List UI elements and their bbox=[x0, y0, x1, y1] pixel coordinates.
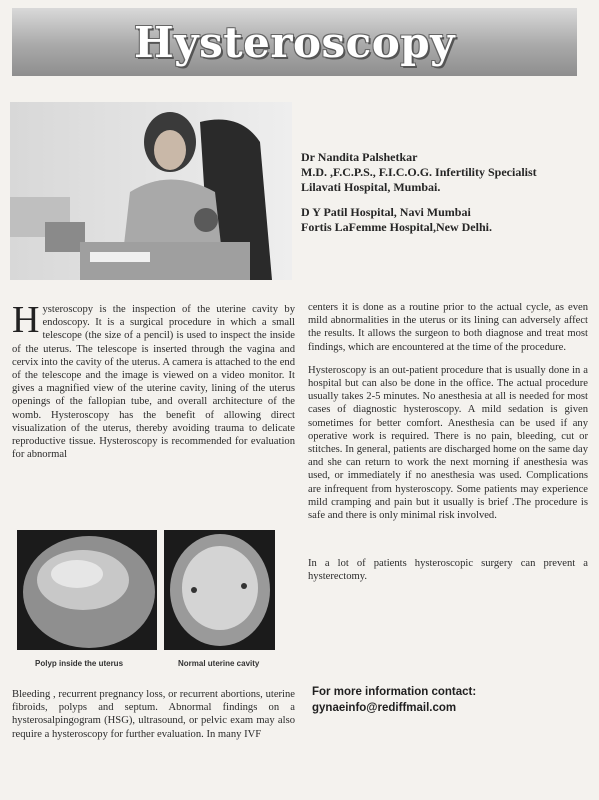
author-block bbox=[301, 150, 591, 235]
caption-polyp: Polyp inside the uterus bbox=[35, 659, 124, 668]
polyp-image bbox=[17, 530, 157, 650]
author-credentials: M.D. ,F.C.P.S., F.I.C.O.G. Infertility Specialist bbox=[301, 165, 537, 179]
contact-block bbox=[312, 684, 592, 716]
normal-cavity-image bbox=[164, 530, 275, 650]
article-column-left bbox=[12, 299, 295, 461]
caption-normal-cavity: Normal uterine cavity bbox=[178, 659, 260, 668]
right-paragraph-2: Hysteroscopy is an out-patient procedure that is usually done in a hospital but can also be done in the office. The actual procedure usually takes 2-5 minutes. No anesthesia at all is needed for most cases of diagnostic hysteroscopy. A mild sedation is given sometimes for better comfort. Anesthesia can be used if any operative work is required. There is no pain, bleeding, cut or stitches. In general, patients are discharged home on the same day and she can return to work the next morning if anesthesia was used, or immediately if no anesthesia was used. Complications are infrequent from hysteroscopy. Some patients may experience mild cramping and pain but it usually is brief .The procedure is safe and there is only minimal risk involved. bbox=[308, 364, 588, 522]
drop-cap: H bbox=[12, 299, 40, 341]
indications-text: Bleeding , recurrent pregnancy loss, or recurrent abortions, uterine fibroids, polyps and septum. Abnormal findings on a hysterosalpingogram (HSG), ultrasound, or pelvic exam may also require a hysteroscopy for further evaluation. In many IVF bbox=[12, 689, 295, 740]
intro-text: ysteroscopy is the inspection of the uterine cavity by endoscopy. It is a surgical procedure in which a small telescope (the size of a pencil) is used to inspect the inside of the uterus. The telescope is inserted through the vagina and cervix into the cavity of the uterus. A camera is attached to the end of the telescope and the image is viewed on a video monitor. It gives a magnified view of the uterine cavity, lining of the uterus openings of the fallopian tube, and overall architecture of the womb. Hysteroscopy has the benefit of allowing direct visualization of the uterus, thereby avoiding trauma to delicate reproductive tissue. Hysteroscopy is recommended for evaluation for abnormal bbox=[12, 304, 295, 461]
article-column-left-continued bbox=[12, 688, 295, 741]
author-hospital-3: Fortis LaFemme Hospital,New Delhi. bbox=[301, 220, 492, 234]
title-banner bbox=[12, 8, 577, 76]
author-hospital-1: Lilavati Hospital, Mumbai. bbox=[301, 180, 441, 194]
intro-paragraph bbox=[12, 299, 295, 461]
contact-email[interactable]: gynaeinfo@rediffmail.com bbox=[312, 702, 457, 714]
article-column-right bbox=[308, 301, 588, 584]
contact-heading: For more information contact: bbox=[312, 686, 477, 698]
author-hospital-2: D Y Patil Hospital, Navi Mumbai bbox=[301, 205, 471, 219]
right-paragraph-3: In a lot of patients hysteroscopic surgery can prevent a hysterectomy. bbox=[308, 558, 588, 583]
author-name: Dr Nandita Palshetkar bbox=[301, 150, 418, 164]
right-paragraph-1: centers it is done as a routine prior to the actual cycle, as even mild abnormalities in the uterus or its lining can adversely affect the results. It allows the surgeon to both diagnose and treat most findings, which are encountered at the time of the procedure. bbox=[308, 302, 588, 353]
doctor-photo bbox=[10, 102, 292, 280]
page-title: Hysteroscopy bbox=[134, 17, 455, 67]
